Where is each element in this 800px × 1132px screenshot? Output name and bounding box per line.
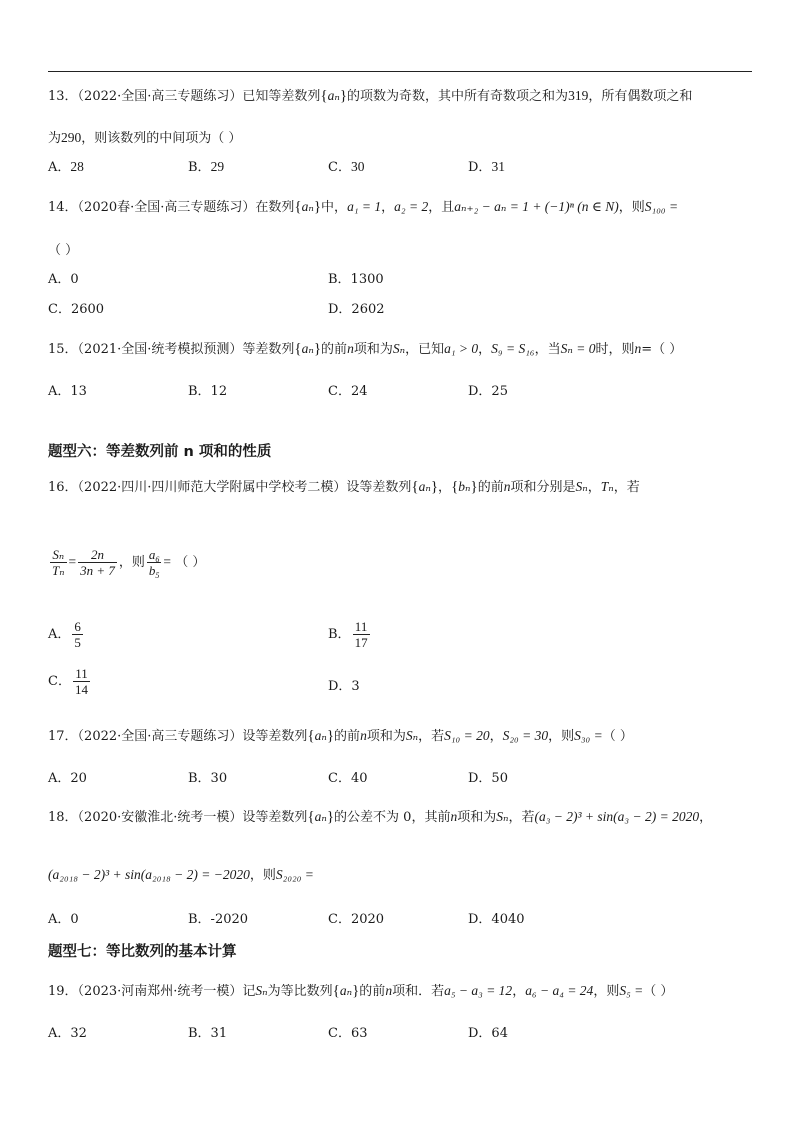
q16-text: （ ） [175, 555, 206, 570]
q17-text: （ ） [602, 729, 633, 744]
q14-option-c[interactable]: C．2600 [48, 302, 105, 317]
q14-option-a[interactable]: A．0 [48, 272, 79, 287]
q17-text: 17．（2022·全国·高三专题练习）设等差数列 [48, 729, 308, 744]
q19-option-d[interactable]: D．64 [468, 1026, 508, 1041]
section-heading-7: 题型七：等比数列的基本计算 [48, 944, 237, 960]
q19-s5: S₅ = [619, 983, 644, 998]
q14-text: 中， [321, 200, 348, 215]
brace-open: { [451, 479, 459, 495]
q13-text: 的项数为奇数，其中所有奇数项之和为 [347, 89, 569, 104]
brace-close: } [470, 479, 478, 495]
seq-an: aₙ [327, 88, 340, 103]
q17-option-b[interactable]: B．30 [188, 771, 228, 786]
q13-290: 290 [61, 130, 82, 145]
brace-open: { [294, 341, 302, 357]
seq-an: aₙ [301, 199, 314, 214]
q19-line1: 19．（2023·河南郑州·统考一模）记Sₙ为等比数列{aₙ}的前n项和．若a₅ − a₃ = 12，a₆ − a₄ = 24，则S₅ =（ ） [48, 983, 674, 999]
q14-text: 14．（2020春·全国·高三专题练习）在数列 [48, 200, 295, 215]
var-n: n [634, 341, 642, 356]
var-n: n [360, 728, 367, 743]
q18-option-c[interactable]: C．2020 [328, 912, 385, 927]
q16-text: 项和分别是 [510, 480, 576, 495]
brace-close: } [326, 809, 335, 825]
q18-option-b[interactable]: B．-2020 [188, 912, 249, 927]
q18-text: 的公差不为 0，其前 [334, 810, 451, 825]
q15-option-b[interactable]: B．12 [188, 384, 228, 399]
q15-text: =（ ） [641, 342, 683, 357]
q15-option-a[interactable]: A．13 [48, 384, 87, 399]
q15-line1: 15．（2021·全国·统考模拟预测）等差数列{aₙ}的前n项和为Sₙ，已知a₁ > 0，S₉ = S₁₆，当Sₙ = 0时，则n=（ ） [48, 341, 683, 357]
q13-text: ，所有偶数项之和 [588, 89, 693, 104]
q16-text: 的前 [477, 480, 504, 495]
q19-text: 的前 [359, 984, 386, 999]
q17-line1: 17．（2022·全国·高三专题练习）设等差数列{aₙ}的前n项和为Sₙ，若S₁₀ = 20，S₂₀ = 30，则S₃₀ =（ ） [48, 728, 633, 744]
sum-tn: Tₙ [600, 479, 614, 494]
sum-sn: Sₙ [496, 809, 509, 824]
q15-text: ，当 [534, 342, 561, 357]
q17-text: 的前 [334, 729, 361, 744]
q19-text: 19．（2023·河南郑州·统考一模）记 [48, 984, 256, 999]
q16-text: ，则 [118, 555, 145, 570]
q14-line1 [48, 198, 678, 217]
q16-frac-ratio: $\frac{2n}{3n + 7}$ [80, 547, 115, 578]
q18-line1: 18．（2020·安徽淮北·统考一模）设等差数列{aₙ}的公差不为 0，其前n项和为Sₙ，若(a₃ − 2)³ + sin(a₃ − 2) = 2020， [48, 809, 713, 825]
q16-line2: $\frac{\text{Sₙ}}{\text{Tₙ}}$ = $\frac{2n}{3n + 7}$ ，则 $\frac{a_6}{b_5}$ = （ ） [52, 547, 206, 580]
sum-sn: Sₙ [405, 728, 419, 743]
q18-text: ，则 [249, 868, 276, 883]
q14-text: ，则 [618, 200, 645, 215]
q13-option-c[interactable]: C．30 [328, 159, 365, 175]
brace-open: { [307, 728, 315, 744]
seq-an: aₙ [314, 809, 327, 824]
q16-option-a[interactable]: A． $\frac{6}{5}$ [48, 619, 81, 650]
q13-option-a[interactable]: A．28 [48, 159, 84, 175]
q16-text: ，若 [613, 480, 640, 495]
q17-option-d[interactable]: D．50 [468, 771, 508, 786]
q18-s2020: S₂₀₂₀ = [275, 867, 314, 882]
q13-option-b[interactable]: B．29 [188, 159, 225, 175]
sum-sn: Sₙ [392, 341, 406, 356]
q16-option-b[interactable]: B． $\frac{11}{17}$ [328, 619, 368, 650]
q15-text: 项和为 [353, 342, 393, 357]
q13-text: ，则该数列的中间项为（ ） [81, 131, 242, 146]
q16-line1: 16．（2022·四川·四川师范大学附属中学校考二模）设等差数列{aₙ}，{bₙ}的前n项和分别是Sₙ，Tₙ，若 [48, 479, 640, 495]
q14-a1: a₁ = 1 [347, 199, 382, 214]
var-n: n [503, 479, 511, 494]
q19-text: 为等比数列 [267, 984, 333, 999]
q18-equation-1: (a₃ − 2)³ + sin(a₃ − 2) = 2020 [534, 809, 700, 824]
q17-cond2: S₂₀ = 30 [502, 728, 549, 743]
q15-text: 15．（2021·全国·统考模拟预测）等差数列 [48, 342, 295, 357]
q15-cond2: S₉ = S₁₆ [491, 341, 535, 356]
q13-319: 319 [568, 88, 589, 103]
q15-text: 时，则 [595, 342, 635, 357]
q13-text: 13．（2022·全国·高三专题练习）已知等差数列 [48, 89, 321, 104]
q18-text: 项和为 [457, 810, 497, 825]
q14-option-b[interactable]: B．1300 [328, 272, 384, 287]
header-rule [48, 71, 752, 72]
seq-an: aₙ [301, 341, 314, 356]
seq-an: aₙ [314, 728, 327, 743]
section-heading-6: 题型六：等差数列前 n 项和的性质 [48, 444, 272, 460]
var-n: n [347, 341, 354, 356]
q16-text: 16．（2022·四川·四川师范大学附属中学校考二模）设等差数列 [48, 480, 412, 495]
q18-equation-2: (a₂₀₁₈ − 2)³ + sin(a₂₀₁₈ − 2) = −2020 [48, 867, 250, 882]
q19-cond2: a₆ − a₄ = 24 [525, 983, 594, 998]
seq-bn: bₙ [458, 479, 471, 494]
q14-s100: S₁₀₀ = [644, 199, 679, 214]
brace-close: } [313, 341, 322, 357]
q16-frac-st: $\frac{\text{Sₙ}}{\text{Tₙ}}$ [52, 547, 65, 578]
q14-a2: a₂ = 2 [394, 199, 429, 214]
q15-text: 的前 [321, 342, 348, 357]
q15-option-d[interactable]: D．25 [468, 384, 508, 399]
q17-option-c[interactable]: C．40 [328, 771, 368, 786]
q17-text: ，若 [418, 729, 445, 744]
brace-open: { [307, 809, 315, 825]
brace-close: } [430, 479, 439, 495]
q16-option-c[interactable]: C． $\frac{11}{14}$ [48, 666, 88, 697]
brace-close: } [313, 199, 322, 215]
q14-recurrence: aₙ₊₂ − aₙ = 1 + (−1)ⁿ (n ∈ N) [454, 199, 619, 214]
q15-option-c[interactable]: C．24 [328, 384, 368, 399]
brace-close: } [352, 983, 360, 999]
q18-option-d[interactable]: D．4040 [468, 912, 525, 927]
brace-open: { [294, 199, 302, 215]
q16-frac-ab: $\frac{a_6}{b_5}$ [148, 547, 160, 580]
brace-open: { [411, 479, 419, 495]
q18-text: 18．（2020·安徽淮北·统考一模）设等差数列 [48, 810, 308, 825]
q17-s30: S₃₀ = [574, 728, 603, 743]
q13-text: 为 [48, 131, 62, 146]
brace-open: { [332, 983, 340, 999]
q18-text: ，若 [508, 810, 535, 825]
q17-cond1: S₁₀ = 20 [444, 728, 490, 743]
q18-line2 [48, 866, 314, 885]
q14-text: ， [381, 200, 395, 215]
q13-option-d[interactable]: D．31 [468, 159, 505, 175]
q16-option-d[interactable]: D．3 [328, 679, 360, 694]
brace-open: { [320, 88, 328, 104]
q19-text: （ ） [643, 984, 674, 999]
q19-text: ，则 [593, 984, 620, 999]
var-n: n [450, 809, 458, 824]
q19-text: 项和．若 [392, 984, 445, 999]
q14-text: ，且 [428, 200, 455, 215]
q15-text: ，已知 [405, 342, 445, 357]
q14-option-d[interactable]: D．2602 [328, 302, 385, 317]
q14-line2: （ ） [48, 243, 79, 258]
q13-line2 [48, 129, 241, 148]
q19-cond1: a₅ − a₃ = 12 [444, 983, 513, 998]
q19-option-b[interactable]: B．31 [188, 1026, 228, 1041]
sum-sn: Sₙ [255, 983, 268, 998]
q18-option-a[interactable]: A．0 [48, 912, 79, 927]
var-n: n [385, 983, 393, 998]
q13-line1 [48, 87, 692, 106]
q17-text: 项和为 [366, 729, 406, 744]
brace-close: } [339, 88, 348, 104]
q17-option-a[interactable]: A．20 [48, 771, 87, 786]
q19-option-c[interactable]: C．63 [328, 1026, 368, 1041]
q17-text: ，则 [548, 729, 575, 744]
seq-an: aₙ [418, 479, 431, 494]
sum-sn: Sₙ [575, 479, 588, 494]
brace-close: } [326, 728, 335, 744]
q19-option-a[interactable]: A．32 [48, 1026, 87, 1041]
seq-an: aₙ [339, 983, 353, 998]
q15-cond1: a₁ > 0 [444, 341, 479, 356]
q15-cond3: Sₙ = 0 [560, 341, 596, 356]
